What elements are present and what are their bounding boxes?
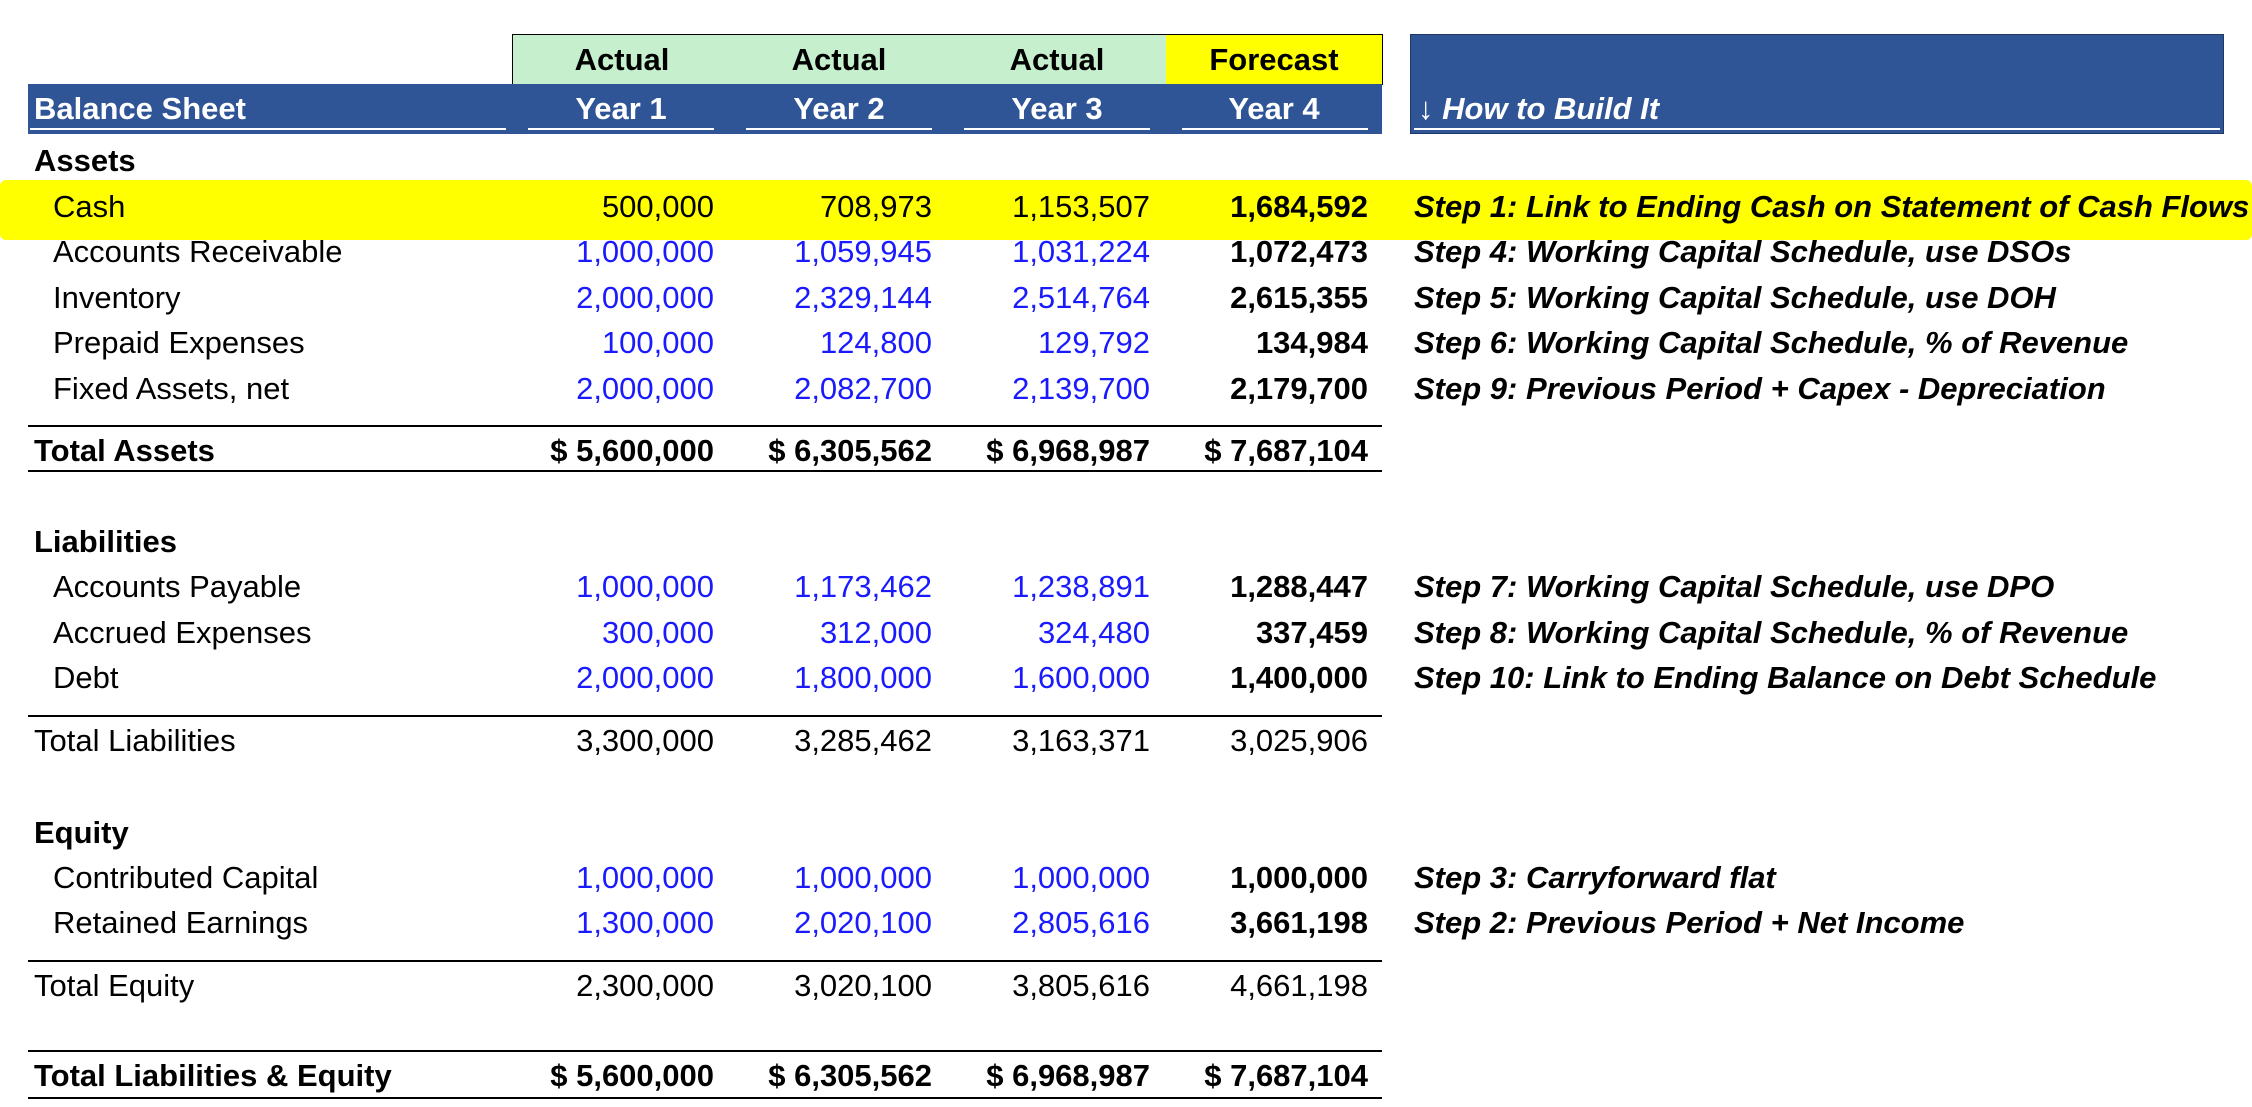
year-1-value: 1,000,000 <box>576 860 714 895</box>
asset-row-fixed-assets <box>0 366 2252 412</box>
year-1-value: 500,000 <box>601 189 714 224</box>
total-equity-top-border <box>28 960 1382 962</box>
year-3-value: 129,792 <box>1037 325 1150 360</box>
assets-heading-row <box>0 138 2252 184</box>
year-3-value: $ 6,968,987 <box>986 433 1150 468</box>
year-1-value: 100,000 <box>601 325 714 360</box>
year-2-value: 1,173,462 <box>794 569 932 604</box>
year-2-value: 1,800,000 <box>794 660 932 695</box>
liability-row-accounts-payable <box>0 564 2252 610</box>
build-note: Step 10: Link to Ending Balance on Debt Schedule <box>1414 660 2157 695</box>
row-label: Debt <box>53 660 119 695</box>
year-4-value: 337,459 <box>1255 615 1368 650</box>
year-2-value: 2,020,100 <box>794 905 932 940</box>
liabilities-heading: Liabilities <box>34 524 177 559</box>
year-3-value: $ 6,968,987 <box>986 1058 1150 1093</box>
year-2-underline <box>746 128 932 130</box>
year-2-value: 3,020,100 <box>794 968 932 1003</box>
year-4-value: 1,684,592 <box>1230 189 1368 224</box>
asset-row-inventory <box>0 275 2252 321</box>
year-4-value: 2,615,355 <box>1230 280 1368 315</box>
row-label: Retained Earnings <box>53 905 309 940</box>
year-3-underline <box>964 128 1150 130</box>
liability-row-accrued-expenses <box>0 610 2252 656</box>
row-label: Total Liabilities <box>34 723 236 758</box>
arrow-down-icon: ↓ <box>1418 91 1434 126</box>
title-underline <box>30 128 506 130</box>
status-actual-3: Actual <box>948 34 1166 85</box>
year-3-value: 1,238,891 <box>1012 569 1150 604</box>
grand-total-top-border <box>28 1050 1382 1052</box>
total-assets-bottom-border <box>28 470 1382 472</box>
row-label: Prepaid Expenses <box>53 325 305 360</box>
year-2-value: 708,973 <box>819 189 932 224</box>
year-4-underline <box>1182 128 1368 130</box>
total-liabilities-top-border <box>28 715 1382 717</box>
year-1-value: $ 5,600,000 <box>550 1058 714 1093</box>
how-to-build-title <box>1418 84 1659 134</box>
asset-row-accounts-receivable <box>0 229 2252 275</box>
status-actual-1: Actual <box>512 34 731 85</box>
row-label: Accrued Expenses <box>53 615 312 650</box>
year-3-value: 1,031,224 <box>1012 234 1150 269</box>
build-note: Step 7: Working Capital Schedule, use DPO <box>1414 569 2055 604</box>
status-forecast: Forecast <box>1166 34 1383 85</box>
year-3-value: 2,805,616 <box>1012 905 1150 940</box>
how-to-build-underline <box>1414 128 2220 130</box>
year-1-value: 1,000,000 <box>576 569 714 604</box>
year-2-value: 1,059,945 <box>794 234 932 269</box>
total-assets-row <box>0 428 2252 474</box>
year-1-header: Year 1 <box>575 91 667 126</box>
liability-row-debt <box>0 655 2252 701</box>
year-4-value: 1,288,447 <box>1230 569 1368 604</box>
year-2-value: 124,800 <box>819 325 932 360</box>
build-note: Step 9: Previous Period + Capex - Depreciation <box>1414 371 2106 406</box>
year-3-value: 2,514,764 <box>1012 280 1150 315</box>
row-label: Accounts Payable <box>53 569 302 604</box>
year-2-value: 1,000,000 <box>794 860 932 895</box>
year-2-value: 2,329,144 <box>794 280 932 315</box>
equity-heading: Equity <box>34 815 129 850</box>
liabilities-heading-row <box>0 519 2252 565</box>
year-4-value: 3,661,198 <box>1230 905 1368 940</box>
total-equity-row <box>0 963 2252 1009</box>
equity-row-contributed-capital <box>0 855 2252 901</box>
row-label: Cash <box>53 189 126 224</box>
year-4-value: 134,984 <box>1255 325 1368 360</box>
year-4-value: 3,025,906 <box>1230 723 1368 758</box>
row-label: Inventory <box>53 280 181 315</box>
row-label: Total Liabilities & Equity <box>34 1058 392 1093</box>
year-1-value: 1,000,000 <box>576 234 714 269</box>
row-label: Total Assets <box>34 433 215 468</box>
year-3-header: Year 3 <box>1011 91 1103 126</box>
asset-row-prepaid-expenses <box>0 320 2252 366</box>
assets-heading: Assets <box>34 143 136 178</box>
year-3-value: 324,480 <box>1037 615 1150 650</box>
year-1-value: 3,300,000 <box>576 723 714 758</box>
row-label: Accounts Receivable <box>53 234 343 269</box>
year-3-value: 1,600,000 <box>1012 660 1150 695</box>
asset-row-cash <box>0 184 2252 230</box>
year-4-header: Year 4 <box>1228 91 1320 126</box>
total-assets-top-border <box>28 425 1382 427</box>
year-2-value: $ 6,305,562 <box>768 433 932 468</box>
year-1-value: 2,000,000 <box>576 280 714 315</box>
how-to-build-label: How to Build It <box>1442 91 1660 126</box>
year-4-value: 1,400,000 <box>1230 660 1368 695</box>
build-note: Step 8: Working Capital Schedule, % of Revenue <box>1414 615 2129 650</box>
year-3-value: 2,139,700 <box>1012 371 1150 406</box>
year-3-value: 1,153,507 <box>1012 189 1150 224</box>
year-2-value: 2,082,700 <box>794 371 932 406</box>
year-4-value: 1,072,473 <box>1230 234 1368 269</box>
year-1-value: 1,300,000 <box>576 905 714 940</box>
row-label: Contributed Capital <box>53 860 319 895</box>
year-1-value: 2,000,000 <box>576 371 714 406</box>
year-1-value: 300,000 <box>601 615 714 650</box>
build-note: Step 1: Link to Ending Cash on Statement of Cash Flows <box>1414 189 2250 224</box>
year-1-underline <box>528 128 714 130</box>
year-3-value: 1,000,000 <box>1012 860 1150 895</box>
year-2-header: Year 2 <box>793 91 885 126</box>
total-liabilities-equity-row <box>0 1053 2252 1099</box>
total-liabilities-row <box>0 718 2252 764</box>
build-note: Step 4: Working Capital Schedule, use DSOs <box>1414 234 2072 269</box>
build-note: Step 2: Previous Period + Net Income <box>1414 905 1965 940</box>
year-4-value: $ 7,687,104 <box>1204 433 1368 468</box>
year-3-value: 3,163,371 <box>1012 723 1150 758</box>
balance-sheet-title: Balance Sheet <box>34 91 246 126</box>
build-note: Step 6: Working Capital Schedule, % of Revenue <box>1414 325 2129 360</box>
year-1-value: $ 5,600,000 <box>550 433 714 468</box>
year-4-value: 2,179,700 <box>1230 371 1368 406</box>
year-4-value: $ 7,687,104 <box>1204 1058 1368 1093</box>
year-4-value: 1,000,000 <box>1230 860 1368 895</box>
year-2-value: 3,285,462 <box>794 723 932 758</box>
status-actual-2: Actual <box>730 34 948 85</box>
equity-row-retained-earnings <box>0 900 2252 946</box>
grand-total-bottom-border <box>28 1097 1382 1099</box>
equity-heading-row <box>0 810 2252 856</box>
year-1-value: 2,300,000 <box>576 968 714 1003</box>
build-note: Step 5: Working Capital Schedule, use DOH <box>1414 280 2056 315</box>
year-4-value: 4,661,198 <box>1230 968 1368 1003</box>
row-label: Fixed Assets, net <box>53 371 290 406</box>
year-1-value: 2,000,000 <box>576 660 714 695</box>
build-note: Step 3: Carryforward flat <box>1414 860 1776 895</box>
row-label: Total Equity <box>34 968 195 1003</box>
year-2-value: 312,000 <box>819 615 932 650</box>
year-2-value: $ 6,305,562 <box>768 1058 932 1093</box>
year-3-value: 3,805,616 <box>1012 968 1150 1003</box>
